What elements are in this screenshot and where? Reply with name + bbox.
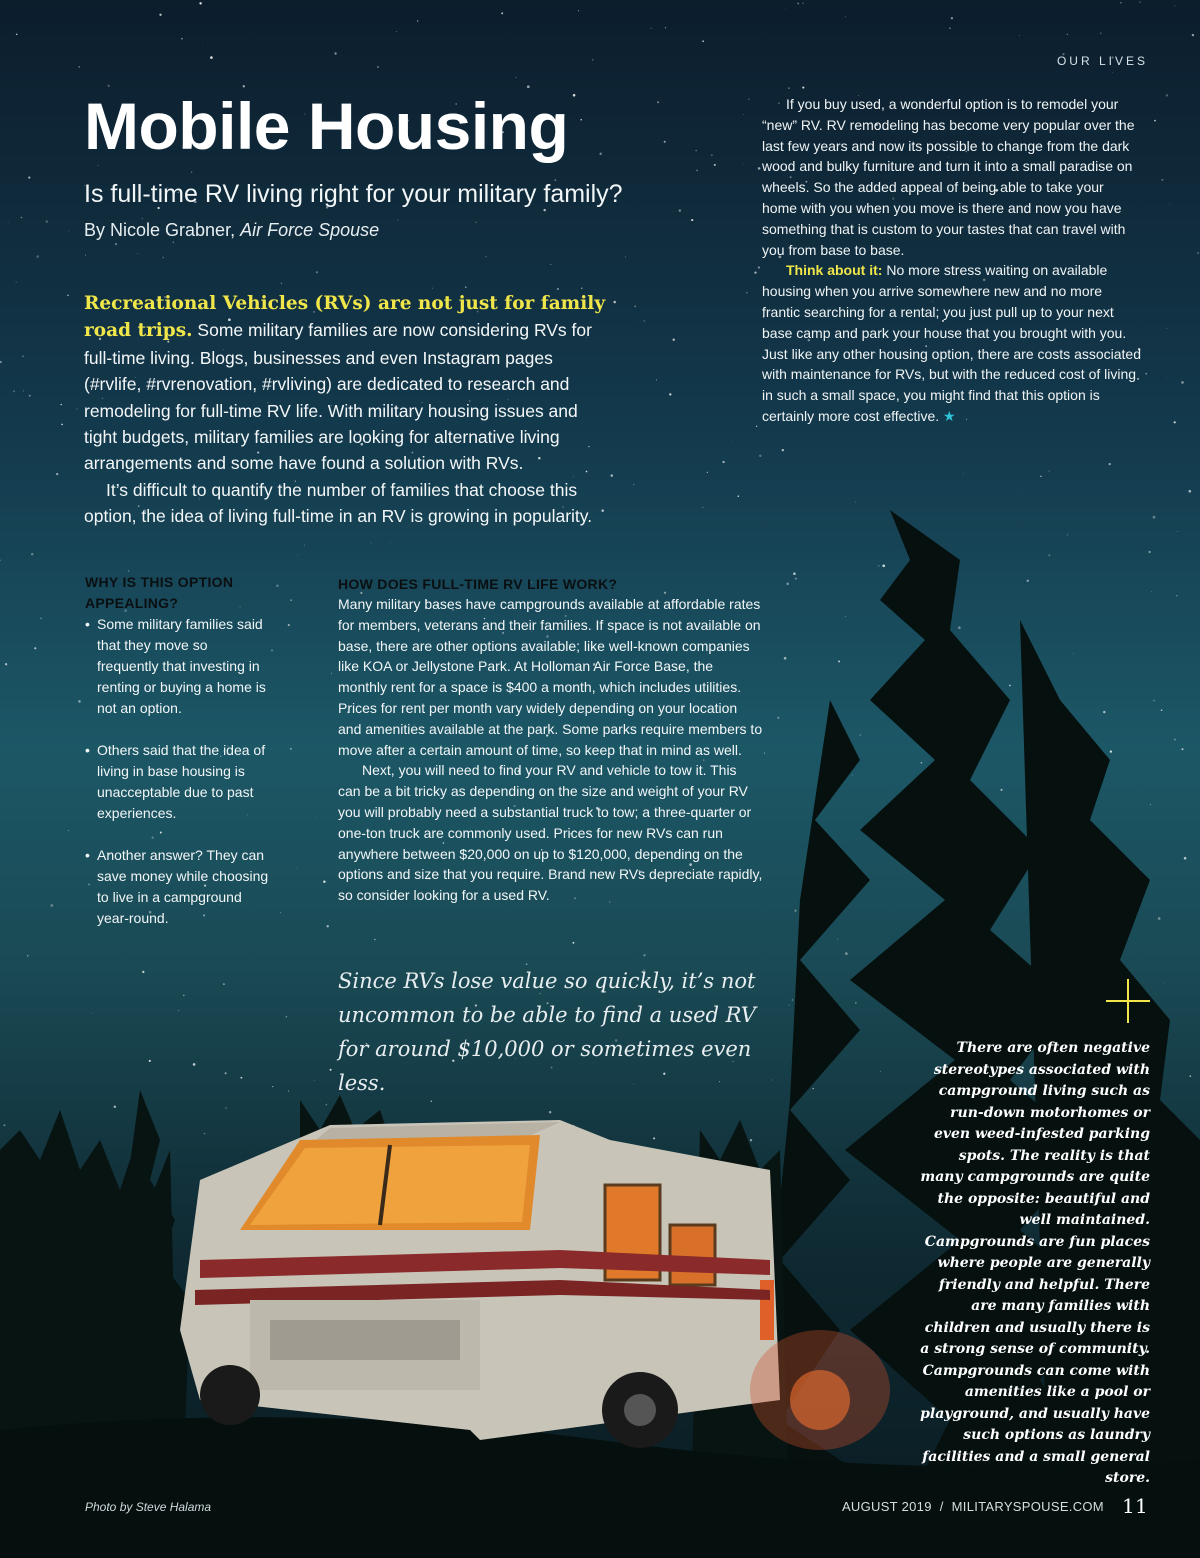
lead-paragraph-2: It’s difficult to quantify the number of families that choose this option, the idea of living full-time in an RV is growing in popularity. — [84, 479, 593, 527]
article-title: Mobile Housing — [84, 89, 569, 163]
byline-role: Air Force Spouse — [240, 220, 380, 240]
list-item: • Some military families said that they move so frequently that investing in renting or buying a home is not an option. — [85, 614, 270, 719]
article-subtitle: Is full-time RV living right for your military family? — [84, 180, 623, 208]
end-star-icon: ★ — [943, 407, 956, 424]
middle-paragraph-2: Next, you will need to find your RV and vehicle to tow it. This can be a bit tricky as depending on the size and weight of your RV you will probably need a substantial truck to tow; a three-quarter or one-ton truck are commonly used. Prices for new RVs can run anywhere between $20,000 on up to $120,000, depending on the options and size that you require. Brand new RVs depreciate rapidly, so consider looking for a used RV. — [338, 762, 763, 904]
lead-highlight: Recreational Vehicles (RVs) are not just for family road trips. — [84, 293, 606, 342]
right-paragraph-2-text: No more stress waiting on available housing when you arrive somewhere new and no more frantic searching for a rental; you just pull up to your next base camp and park your house that you brought with you. Just like any other housing option, there are costs associated with maintenance for RVs, but with the reduced cost of living in such a small space, you might find that this option is certainly more cost effective. — [762, 262, 1141, 424]
issue-date: AUGUST 2019 — [841, 1499, 932, 1514]
page-number: 11 — [1121, 1494, 1148, 1518]
lead-paragraph — [84, 290, 614, 477]
right-paragraph-2 — [762, 260, 1142, 426]
rv-motorhome — [180, 1120, 780, 1448]
byline — [84, 218, 379, 242]
list-item: • Others said that the idea of living in base housing is unacceptable due to past experiences. — [85, 740, 270, 824]
lead-rest: Some military families are now considering RVs for full-time living. Blogs, businesses and even Instagram pages (#rvlife, #rvrenovation, #rvliving) are dedicated to research and remodeling for full-time RV life. With military housing issues and tight budgets, military families are looking for alternative living arrangements and some have found a solution with RVs. — [84, 320, 592, 474]
pull-quote: Since RVs lose value so quickly, it’s not uncommon to be able to find a used RV for around $10,000 or sometimes even less. — [338, 969, 756, 1095]
think-about-it-highlight: Think about it: — [786, 262, 883, 279]
middle-column — [338, 594, 763, 906]
photo-credit: Photo by Steve Halama — [85, 1500, 212, 1514]
sidebar-list — [85, 614, 270, 950]
middle-paragraph-1: Many military bases have campgrounds available at affordable rates for members, veterans and their families. If space is not available on base, there are other options available; like well-known companies like KOA or Jellystone Park. At Holloman Air Force Base, the monthly rent for a space is $400 a month, which includes utilities. Prices for rent per month vary widely depending on your location and amenities available at the park. Some parks require members to move after a certain amount of time, so keep that in mind as well. — [338, 596, 763, 758]
side-quote: There are often negative stereotypes associated with campground living such as run-down motorhomes or even weed-infested parking spots. The reality is that many campgrounds are quite the opposite: beautiful and well maintained. Campgrounds are fun places where people are generally friendly and helpful. There are many families with children and usually there is a strong sense of community. Campgrounds can come with amenities like a pool or playground, and usually have such options as laundry facilities and a small general store. — [920, 1040, 1150, 1486]
website-link[interactable]: MILITARYSPOUSE.COM — [951, 1499, 1104, 1514]
section-label: OUR LIVES — [1056, 54, 1148, 68]
sidebar-heading: WHY IS THIS OPTION APPEALING? — [85, 574, 234, 611]
campfire-glow — [750, 1330, 890, 1450]
middle-heading: HOW DOES FULL-TIME RV LIFE WORK? — [338, 576, 618, 592]
right-paragraph-1: If you buy used, a wonderful option is to remodel your “new” RV. RV remodeling has become very popular over the last few years and now its possible to change from the dark wood and bulky furniture and turn it into a small paradise on wheels. So the added appeal of being able to take your home with you when you move is there and now you have something that is custom to your tastes that can travel with you from base to base. — [762, 96, 1135, 258]
lead-text — [84, 290, 614, 530]
page-footer — [842, 1494, 1148, 1518]
right-column — [762, 94, 1142, 427]
list-item: • Another answer? They can save money while choosing to live in a campground year-round. — [85, 845, 270, 929]
byline-author: By Nicole Grabner, — [84, 220, 241, 240]
footer-separator: / — [939, 1499, 944, 1514]
